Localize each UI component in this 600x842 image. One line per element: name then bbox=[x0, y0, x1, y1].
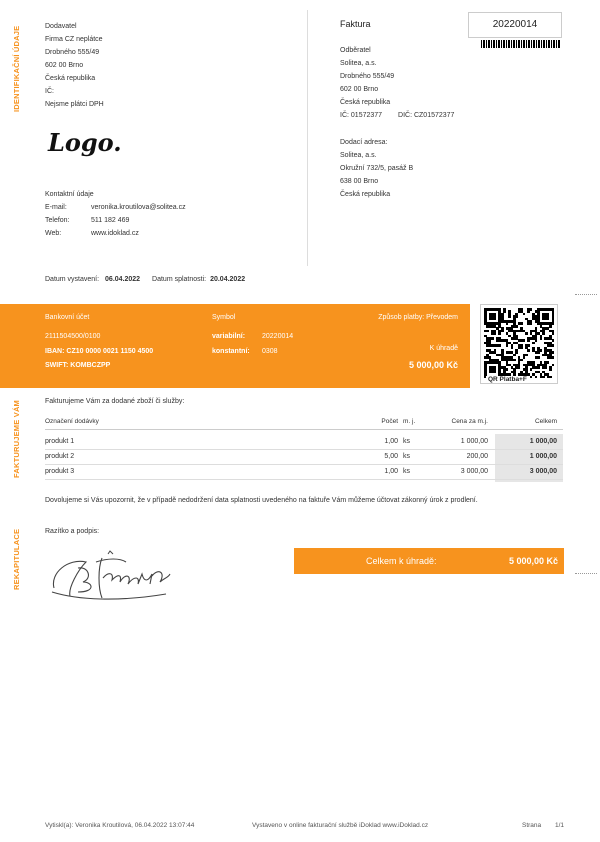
col-price: Cena za m.j. bbox=[451, 418, 488, 425]
variable-symbol: 20220014 bbox=[262, 333, 294, 340]
items-table bbox=[45, 414, 563, 482]
contact-heading: Kontaktní údaje bbox=[45, 191, 94, 198]
page-number: 1/1 bbox=[554, 822, 565, 829]
customer-dic-label: DIČ: bbox=[398, 112, 413, 119]
qr-matrix bbox=[484, 308, 554, 378]
qr-code bbox=[480, 304, 558, 384]
supplier-vat-note: Nejsme plátci DPH bbox=[45, 101, 104, 108]
col-qty: Počet bbox=[381, 418, 398, 425]
due-label: Datum splatnosti: bbox=[152, 276, 207, 283]
due-date: 20.04.2022 bbox=[210, 276, 246, 283]
col-total: Celkem bbox=[534, 418, 557, 425]
invoice-number: 20220014 bbox=[468, 12, 562, 38]
item-qty: 5,00 bbox=[384, 453, 398, 460]
logo-text: Logo. bbox=[48, 128, 122, 157]
customer-ico-label: IČ: bbox=[340, 112, 349, 119]
customer-city: 602 00 Brno bbox=[340, 86, 379, 93]
supplier-heading: Dodavatel bbox=[45, 23, 77, 30]
item-name: produkt 1 bbox=[45, 438, 75, 445]
section-label-invoicing: FAKTURUJEME VÁM bbox=[12, 399, 21, 478]
delivery-street: Okružní 732/5, pasáž B bbox=[340, 165, 414, 172]
col-name: Označení dodávky bbox=[45, 418, 99, 425]
item-price: 3 000,00 bbox=[460, 468, 488, 475]
item-price: 1 000,00 bbox=[460, 438, 488, 445]
supplier-block bbox=[45, 20, 295, 111]
customer-block bbox=[340, 44, 560, 122]
item-unit: ks bbox=[403, 468, 410, 475]
to-pay-amount: 5 000,00 Kč bbox=[408, 360, 458, 370]
grand-total-label: Celkem k úhradě: bbox=[366, 556, 437, 566]
item-name: produkt 2 bbox=[45, 453, 75, 460]
section-label-recap: REKAPITULACE bbox=[12, 528, 21, 590]
bank-label: Bankovní účet bbox=[45, 314, 90, 321]
issued-label: Datum vystavení: bbox=[45, 276, 100, 283]
grand-total-bar bbox=[294, 548, 564, 574]
web-label: Web: bbox=[45, 230, 62, 237]
page-label: Strana bbox=[522, 822, 542, 829]
col-unit: m. j. bbox=[403, 418, 416, 425]
phone-value: 511 182 469 bbox=[91, 217, 130, 224]
item-unit: ks bbox=[403, 453, 410, 460]
late-payment-notice: Dovolujeme si Vás upozornit, že v případě nedodržení data splatnosti uvedeného na faktuře Vám můžeme účtovat zákonný úrok z prodlení. bbox=[45, 497, 478, 504]
phone-label: Telefon: bbox=[45, 217, 70, 224]
table-row bbox=[45, 449, 563, 465]
customer-heading: Odběratel bbox=[340, 47, 371, 54]
qr-label: QR Platba+F bbox=[488, 376, 527, 383]
delivery-country: Česká republika bbox=[340, 191, 391, 198]
cut-mark bbox=[575, 294, 597, 295]
grand-total-amount: 5 000,00 Kč bbox=[508, 556, 558, 566]
item-total: 3 000,00 bbox=[529, 468, 557, 475]
footer-issued-by: Vytiskl(a): Veronika Kroutilová, 06.04.2022 13:07:44 bbox=[45, 822, 195, 829]
delivery-city: 638 00 Brno bbox=[340, 178, 379, 185]
swift: SWIFT: KOMBCZPP bbox=[45, 362, 111, 369]
footer-page bbox=[522, 822, 564, 829]
delivery-heading: Dodací adresa: bbox=[340, 139, 388, 146]
dates-row bbox=[45, 276, 245, 283]
variable-label: variabilní: bbox=[212, 333, 246, 340]
symbol-label: Symbol bbox=[212, 314, 236, 321]
signature bbox=[48, 548, 173, 610]
table-row bbox=[45, 464, 563, 480]
payment-band bbox=[0, 304, 470, 388]
email-label: E-mail: bbox=[45, 204, 67, 211]
cut-mark-bottom bbox=[575, 573, 597, 574]
customer-street: Drobného 555/49 bbox=[340, 73, 395, 80]
delivery-block bbox=[340, 136, 560, 201]
item-qty: 1,00 bbox=[384, 468, 398, 475]
item-unit: ks bbox=[403, 438, 410, 445]
item-total: 1 000,00 bbox=[529, 438, 557, 445]
delivery-name: Solitea, a.s. bbox=[340, 152, 377, 159]
table-row bbox=[45, 434, 563, 450]
customer-dic: CZ01572377 bbox=[413, 112, 455, 119]
customer-name: Solitea, a.s. bbox=[340, 60, 377, 67]
invoice-title: Faktura bbox=[340, 19, 371, 29]
constant-label: konstantní: bbox=[212, 348, 250, 355]
constant-symbol: 0308 bbox=[262, 348, 278, 355]
bank-account: 2111504500/0100 bbox=[45, 333, 101, 340]
item-total: 1 000,00 bbox=[529, 453, 557, 460]
items-intro: Fakturujeme Vám za dodané zboží či služby: bbox=[45, 398, 185, 405]
payment-method: Způsob platby: Převodem bbox=[378, 314, 458, 321]
email-value[interactable]: veronika.kroutilova@solitea.cz bbox=[91, 204, 186, 211]
company-logo bbox=[48, 128, 122, 157]
iban: IBAN: CZ10 0000 0021 1150 4500 bbox=[45, 348, 154, 355]
footer-service: Vystaveno v online fakturační službě iDoklad www.iDoklad.cz bbox=[252, 822, 429, 829]
header-divider bbox=[307, 10, 308, 266]
supplier-ico-label: IČ: bbox=[45, 88, 54, 95]
customer-country: Česká republika bbox=[340, 99, 391, 106]
to-pay-label: K úhradě bbox=[429, 345, 458, 352]
supplier-country: Česká republika bbox=[45, 75, 96, 82]
stamp-label: Razítko a podpis: bbox=[45, 528, 100, 535]
supplier-street: Drobného 555/49 bbox=[45, 49, 100, 56]
customer-ico: 01572377 bbox=[350, 112, 383, 119]
item-name: produkt 3 bbox=[45, 468, 75, 475]
item-price: 200,00 bbox=[466, 453, 488, 460]
web-value[interactable]: www.idoklad.cz bbox=[91, 230, 139, 237]
supplier-name: Firma CZ neplátce bbox=[45, 36, 103, 43]
issued-date: 06.04.2022 bbox=[105, 276, 141, 283]
item-qty: 1,00 bbox=[384, 438, 398, 445]
items-header-row bbox=[45, 414, 563, 430]
contact-block bbox=[45, 188, 295, 240]
supplier-city: 602 00 Brno bbox=[45, 62, 84, 69]
section-label-identification: IDENTIFIKAČNÍ ÚDAJE bbox=[12, 25, 21, 112]
